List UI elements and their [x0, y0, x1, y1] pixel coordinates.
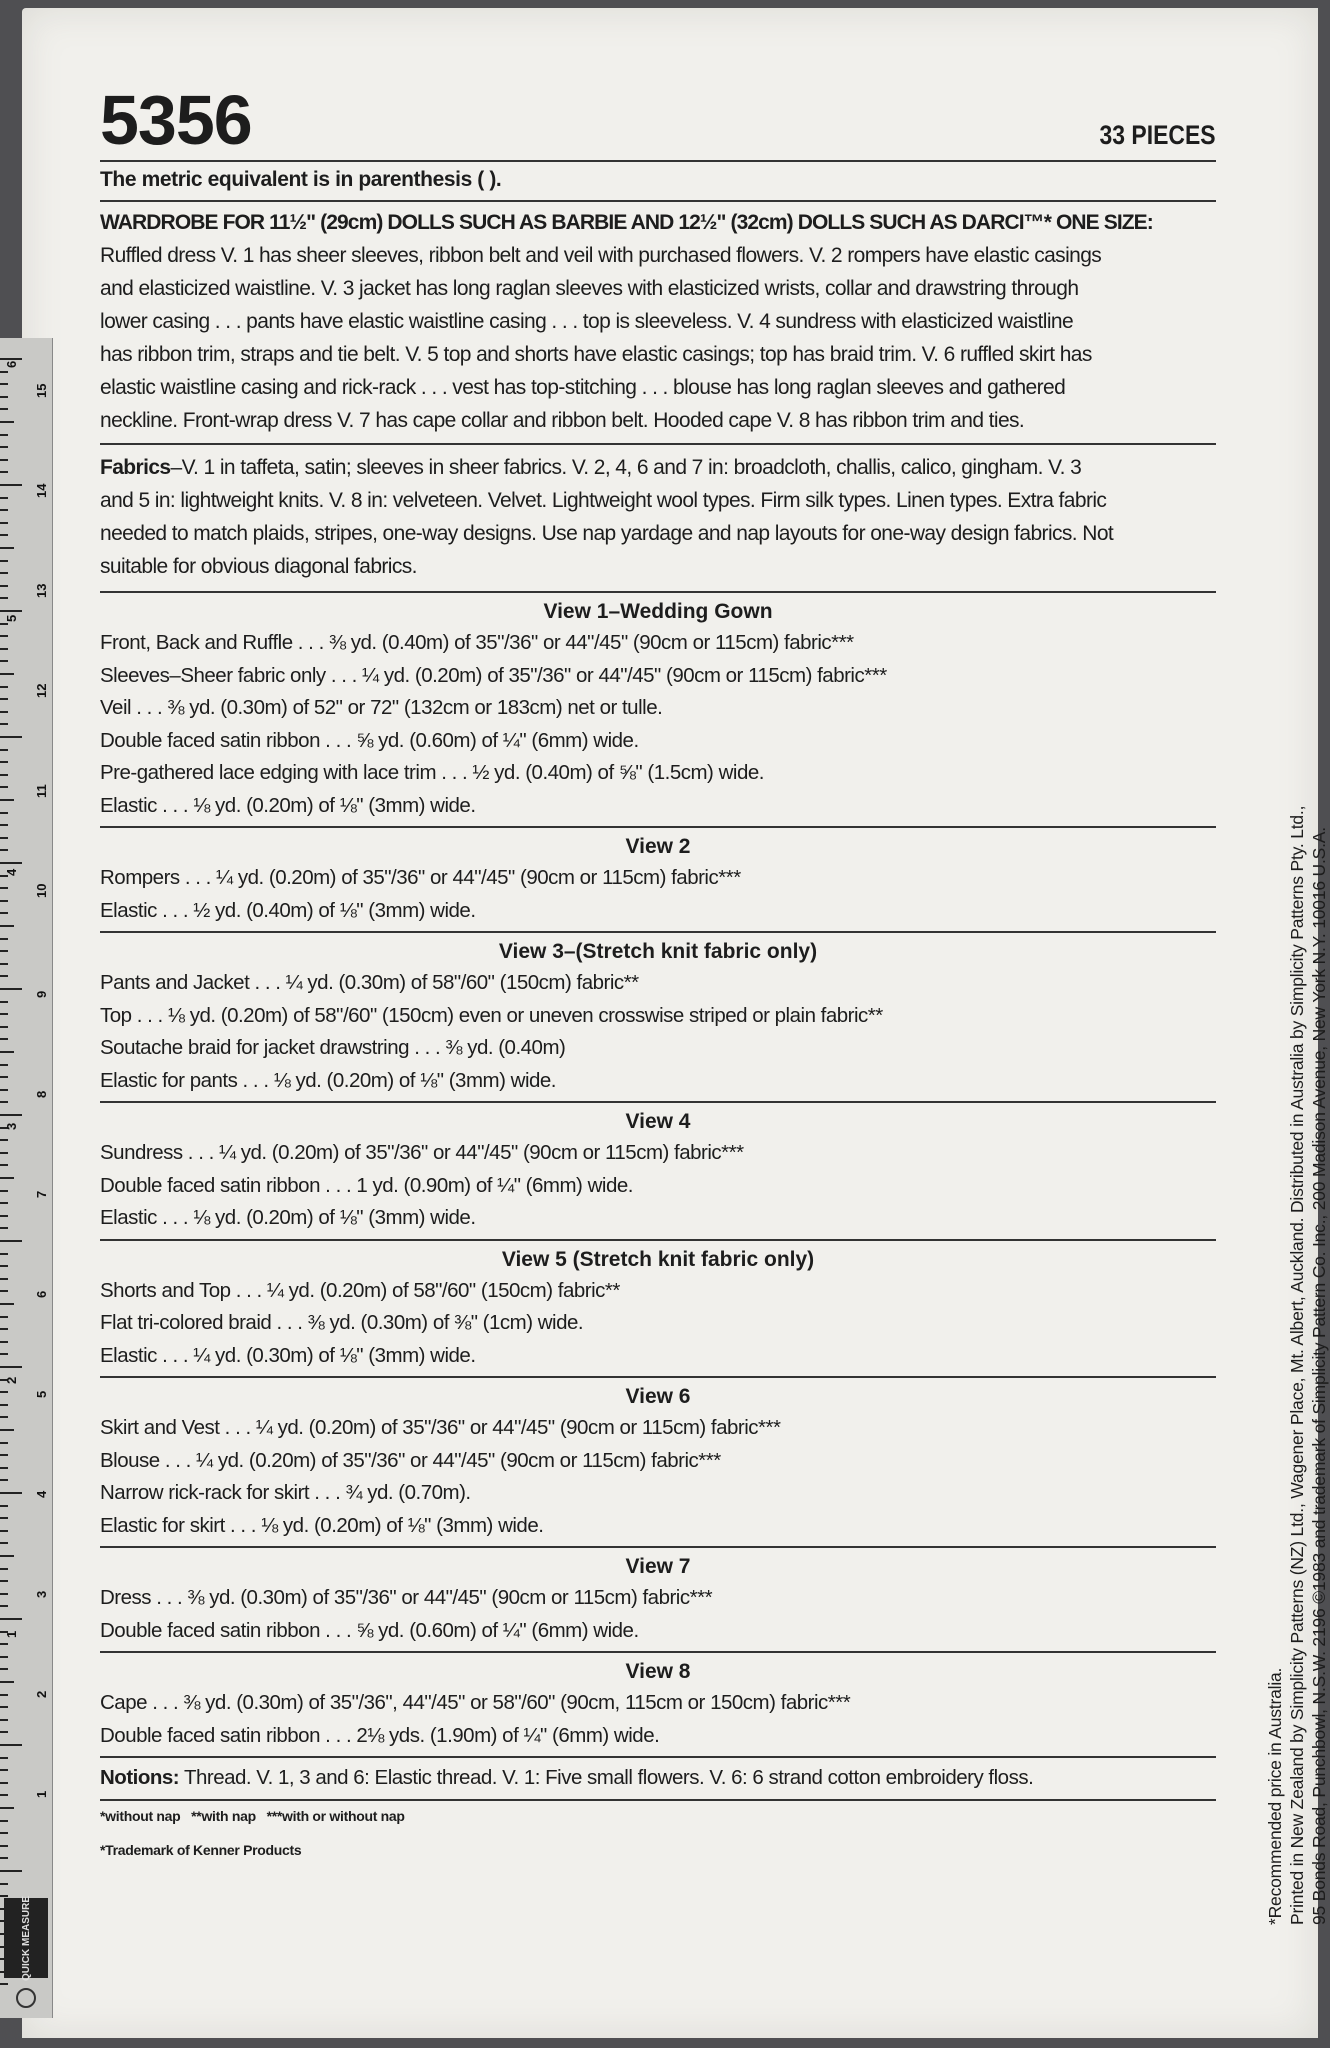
ruler-tick	[0, 1492, 22, 1494]
ruler-tick	[0, 1467, 8, 1469]
ruler-tick	[0, 1164, 8, 1166]
view-section	[100, 1657, 1216, 1758]
trademark-note: *Trademark of Kenner Products	[100, 1841, 302, 1858]
ruler-tick	[0, 434, 8, 436]
ruler-tick	[0, 1265, 8, 1267]
yardage-line: Sundress . . . ¼ yd. (0.20m) of 35"/36" or 44"/45" (90cm or 115cm) fabric***	[100, 1141, 744, 1164]
description-line: neckline. Front-wrap dress V. 7 has cape collar and ribbon belt. Hooded cape V. 8 has ribbon trim and ties.	[100, 409, 1025, 432]
divider	[100, 1239, 1216, 1241]
description-line: has ribbon trim, straps and tie belt. V. 5 top and shorts have elastic casings; top has braid trim. V. 6 ruffled skirt has	[100, 343, 1092, 366]
ruler-cm-label: 6	[34, 1290, 49, 1298]
ruler-tick	[0, 408, 8, 410]
ruler-tick	[0, 812, 8, 814]
description-line: Ruffled dress V. 1 has sheer sleeves, ribbon belt and veil with purchased flowers. V. 2 rompers have elastic casings	[100, 244, 1102, 267]
ruler-tick	[0, 1719, 8, 1721]
view-title: View 7	[625, 1555, 691, 1578]
fabrics-block	[100, 445, 1216, 583]
yardage-line: Double faced satin ribbon . . . 2⅛ yds. (1.90m) of ¼" (6mm) wide.	[100, 1723, 660, 1747]
ruler-tick	[0, 585, 8, 587]
envelope-content	[100, 80, 1216, 1861]
ruler-tick	[0, 1668, 8, 1670]
ruler-tick	[0, 1442, 8, 1444]
yardage-line: Blouse . . . ¼ yd. (0.20m) of 35"/36" or 44"/45" (90cm or 115cm) fabric***	[100, 1448, 721, 1472]
ruler-tick	[0, 660, 8, 662]
yardage-line: Sleeves–Sheer fabric only . . . ¼ yd. (0.20m) of 35"/36" or 44"/45" (90cm or 115cm) fabric***	[100, 663, 887, 687]
ruler-tick	[0, 497, 8, 499]
ruler-tick	[0, 1328, 8, 1330]
ruler-tick	[0, 396, 8, 398]
views-list	[100, 597, 1216, 1758]
ruler-cm-label: 13	[34, 583, 49, 598]
nap-key: *without nap **with nap ***with or without nap	[100, 1807, 405, 1824]
ruler-tick	[0, 1530, 8, 1532]
ruler-cm-label: 2	[34, 1690, 49, 1698]
yardage-line: Skirt and Vest . . . ¼ yd. (0.20m) of 35"/36" or 44"/45" (90cm or 115cm) fabric***	[100, 1416, 781, 1439]
ruler-tick	[0, 1290, 8, 1292]
ruler-tick	[0, 673, 14, 675]
ruler-tick	[0, 1479, 8, 1481]
ruler-cm-label: 15	[34, 383, 49, 398]
quick-measure-label: QUICK MEASURE	[4, 1898, 48, 1978]
fabrics-lines	[100, 451, 1216, 583]
ruler-tick	[0, 1593, 8, 1595]
ruler-tick	[0, 1794, 8, 1796]
fabrics-text: and 5 in: lightweight knits. V. 8 in: velveteen. Velvet. Lightweight wool types. Firm silk types. Linen types. Extra fabric	[100, 489, 1107, 512]
yardage-line: Top . . . ⅛ yd. (0.20m) of 58"/60" (150cm) even or uneven crosswise striped or plain fabric**	[100, 1003, 883, 1027]
ruler-tick	[0, 1656, 8, 1658]
ruler-inch-label: 2	[4, 1376, 19, 1384]
yardage-line: Shorts and Top . . . ¼ yd. (0.20m) of 58"/60" (150cm) fabric**	[100, 1278, 620, 1302]
credit-line: *Recommended price in Australia.	[1265, 1667, 1285, 1925]
ruler-tick	[0, 1731, 8, 1733]
ruler-tick	[0, 421, 14, 423]
ruler-tick	[0, 1971, 8, 1973]
description-line: lower casing . . . pants have elastic waistline casing . . . top is sleeveless. V. 4 sundress with elasticized waistline	[100, 310, 1074, 333]
ruler-tick	[0, 1505, 8, 1507]
ruler-tick	[0, 938, 8, 940]
ruler-tick	[0, 1845, 8, 1847]
ruler-tick	[0, 1114, 22, 1116]
ruler-tick	[0, 837, 8, 839]
ruler-inch-label: 1	[4, 1630, 19, 1638]
ruler-tick	[0, 799, 14, 801]
ruler-tick	[0, 1807, 14, 1809]
header	[100, 80, 1216, 160]
view-section	[100, 832, 1216, 933]
view-title: View 4	[625, 1110, 691, 1133]
ruler-tick	[0, 1908, 8, 1910]
ruler-cm-label: 4	[34, 1490, 49, 1498]
description-line: and elasticized waistline. V. 3 jacket has long raglan sleeves with elasticized wrists, collar and drawstring through	[100, 277, 1079, 300]
view-section	[100, 597, 1216, 828]
divider	[100, 931, 1216, 933]
fabrics-text: suitable for obvious diagonal fabrics.	[100, 555, 417, 578]
ruler-tick	[0, 1568, 8, 1570]
credit-line: 95 Bonds Road, Punchbowl, N.S.W. 2196 ©1983 and trademark of Simplicity Pattern Co. Inc., 200 Madison Avenue, New York N.Y. 10016 U.S.A.	[1309, 827, 1329, 1925]
yardage-line: Flat tri-colored braid . . . ⅜ yd. (0.30m) of ⅜" (1cm) wide.	[100, 1311, 584, 1334]
yardage-line: Elastic . . . ⅛ yd. (0.20m) of ⅛" (3mm) wide.	[100, 1206, 476, 1229]
yardage-line: Cape . . . ⅜ yd. (0.30m) of 35"/36", 44"/45" or 58"/60" (90cm, 115cm or 150cm) fabric***	[100, 1691, 851, 1714]
ruler-tick	[0, 749, 8, 751]
ruler-tick	[0, 1555, 14, 1557]
ruler-tick	[0, 1870, 22, 1872]
ruler-tick	[0, 1366, 22, 1368]
ruler-tick	[0, 1782, 8, 1784]
yardage-line: Double faced satin ribbon . . . 1 yd. (0.90m) of ¼" (6mm) wide.	[100, 1173, 633, 1197]
description-block	[100, 202, 1216, 437]
ruler-tick	[0, 1857, 8, 1859]
ruler-tick	[0, 1983, 8, 1985]
ruler-tick	[0, 1416, 8, 1418]
ruler-tick	[0, 925, 14, 927]
ruler-tick	[0, 774, 8, 776]
view-section	[100, 937, 1216, 1103]
ruler-tick	[0, 1517, 8, 1519]
ruler-tick	[0, 1353, 8, 1355]
fabrics-line	[100, 517, 1216, 550]
ruler-tick	[0, 1769, 8, 1771]
ruler-tick	[0, 610, 22, 612]
ruler-tick	[0, 1946, 8, 1948]
notions-line	[100, 1758, 1216, 1795]
ruler-inch-label: 3	[4, 1122, 19, 1130]
ruler-tick	[0, 383, 8, 385]
ruler-tick	[0, 900, 8, 902]
ruler-tick	[0, 484, 22, 486]
ruler-tick	[0, 623, 8, 625]
ruler-tick	[0, 1051, 14, 1053]
ruler-cm-label: 3	[34, 1590, 49, 1598]
metric-note: The metric equivalent is in parenthesis ( ).	[100, 168, 502, 191]
ruler-tick	[0, 635, 8, 637]
fabrics-line	[100, 451, 1216, 484]
ruler-tick	[0, 1038, 8, 1040]
ruler-tick	[0, 711, 8, 713]
ruler-tick	[0, 1202, 8, 1204]
ruler-tick	[0, 824, 8, 826]
ruler-tick	[0, 1681, 14, 1683]
ruler-tick	[0, 1744, 22, 1746]
ruler-tick	[0, 1253, 8, 1255]
ruler-tick	[0, 975, 8, 977]
divider	[100, 1651, 1216, 1653]
ruler-tick	[0, 522, 8, 524]
ruler-inch-label: 6	[4, 360, 19, 368]
ruler-tick	[0, 1618, 22, 1620]
view-title: View 5 (Stretch knit fabric only)	[501, 1247, 815, 1271]
ruler-cm-label: 5	[34, 1390, 49, 1398]
ruler-tick	[0, 963, 8, 965]
divider	[100, 1546, 1216, 1548]
printing-credits	[1264, 525, 1330, 1925]
yardage-line: Pre-gathered lace edging with lace trim . . . ½ yd. (0.40m) of ⅝" (1.5cm) wide.	[100, 761, 764, 784]
ruler-inch-label: 5	[4, 614, 19, 622]
ruler-tick	[0, 1920, 8, 1922]
yardage-line: Elastic for pants . . . ⅛ yd. (0.20m) of ⅛" (3mm) wide.	[100, 1068, 556, 1092]
ruler-tick	[0, 648, 8, 650]
ruler-tick	[0, 723, 8, 725]
divider	[100, 1101, 1216, 1103]
description-title: WARDROBE FOR 11½" (29cm) DOLLS SUCH AS BARBIE AND 12½" (32cm) DOLLS SUCH AS DARCI™* ONE SIZE:	[100, 211, 1153, 234]
yardage-line: Double faced satin ribbon . . . ⅝ yd. (0.60m) of ¼" (6mm) wide.	[100, 1618, 639, 1642]
notions-label: Notions:	[100, 1766, 180, 1789]
ruler-tick	[0, 1026, 8, 1028]
yardage-line: Elastic for skirt . . . ⅛ yd. (0.20m) of ⅛" (3mm) wide.	[100, 1513, 544, 1537]
ruler-cm-label: 11	[34, 784, 49, 798]
ruler-cm-label: 7	[34, 1190, 49, 1198]
notions-text: Thread. V. 1, 3 and 6: Elastic thread. V. 1: Five small flowers. V. 6: 6 strand cotton embroidery floss.	[179, 1766, 1034, 1789]
ruler-inch-label: 4	[4, 868, 19, 876]
view-section	[100, 1107, 1216, 1241]
ruler-cm-label: 1	[34, 1790, 49, 1798]
ruler-tick	[0, 1580, 8, 1582]
ruler-tick	[0, 1757, 8, 1759]
ruler-cm-label: 14	[34, 483, 49, 498]
divider	[100, 591, 1216, 593]
ruler-tick	[0, 1643, 8, 1645]
ruler-tick	[0, 1391, 8, 1393]
ruler-tick	[0, 1316, 8, 1318]
ruler-cm-label: 8	[34, 1090, 49, 1098]
ruler-tick	[0, 862, 22, 864]
ruler-tick	[0, 446, 8, 448]
ruler-tick	[0, 1895, 8, 1897]
ruler-tick	[0, 1820, 8, 1822]
ruler-tick	[0, 1152, 8, 1154]
ruler-tick	[0, 547, 14, 549]
yardage-line: Front, Back and Ruffle . . . ⅜ yd. (0.40m) of 35"/36" or 44"/45" (90cm or 115cm) fabric***	[100, 631, 854, 654]
ruler-tick	[0, 459, 8, 461]
ruler-tick	[0, 736, 22, 738]
ruler-tick	[0, 1013, 8, 1015]
ruler-tick	[0, 950, 8, 952]
ruler-tick	[0, 1605, 8, 1607]
ruler-tick	[0, 1215, 8, 1217]
ruler-tick	[0, 988, 22, 990]
ruler-tick	[0, 1064, 8, 1066]
ruler-tick	[0, 560, 8, 562]
ruler-tick	[0, 1278, 8, 1280]
view-title: View 6	[625, 1385, 691, 1408]
view-section	[100, 1245, 1216, 1379]
ruler-tick	[0, 1341, 8, 1343]
view-title: View 1–Wedding Gown	[543, 600, 773, 623]
ruler-tick	[0, 887, 8, 889]
yardage-line: Double faced satin ribbon . . . ⅝ yd. (0.60m) of ¼" (6mm) wide.	[100, 728, 639, 752]
ruler-tick	[0, 1190, 8, 1192]
ruler-tick	[0, 1240, 22, 1242]
yardage-line: Dress . . . ⅜ yd. (0.30m) of 35"/36" or 44"/45" (90cm or 115cm) fabric***	[100, 1586, 713, 1609]
divider	[100, 1376, 1216, 1378]
yardage-line: Narrow rick-rack for skirt . . . ¾ yd. (0.70m).	[100, 1481, 471, 1504]
view-title: View 3–(Stretch knit fabric only)	[498, 940, 818, 963]
fabrics-line	[100, 484, 1216, 517]
divider	[100, 826, 1216, 828]
ruler-tick	[0, 1076, 8, 1078]
ruler-tick	[0, 686, 8, 688]
ruler-tick	[0, 1139, 8, 1141]
ruler-tick	[0, 471, 8, 473]
pattern-number: 5356	[100, 81, 252, 159]
credit-line: Printed in New Zealand by Simplicity Patterns (NZ) Ltd., Wagener Place, Mt. Albert, Auckland. Distributed in Australia by Simplicity Patterns Pty. Ltd.,	[1287, 805, 1307, 1925]
description-line: elastic waistline casing and rick-rack . . . vest has top-stitching . . . blouse has long raglan sleeves and gathered	[100, 376, 1066, 399]
yardage-line: Soutache braid for jacket drawstring . . . ⅜ yd. (0.40m)	[100, 1036, 566, 1059]
yardage-line: Veil . . . ⅜ yd. (0.30m) of 52" or 72" (132cm or 183cm) net or tulle.	[100, 696, 663, 719]
ruler-cm-label: 9	[34, 990, 49, 998]
ruler-tick	[0, 1001, 8, 1003]
view-title: View 8	[625, 1660, 691, 1683]
view-section	[100, 1552, 1216, 1653]
ruler-tick	[0, 1177, 14, 1179]
fabrics-text: –V. 1 in taffeta, satin; sleeves in sheer fabrics. V. 2, 4, 6 and 7 in: broadcloth, challis, calico, gingham. V. 3	[170, 456, 1082, 479]
yardage-line: Rompers . . . ¼ yd. (0.20m) of 35"/36" or 44"/45" (90cm or 115cm) fabric***	[100, 866, 741, 889]
ruler-tick	[0, 1933, 14, 1935]
ruler-tick	[0, 1429, 14, 1431]
ruler-cm-label: 12	[34, 683, 49, 698]
ruler-tick	[0, 1101, 8, 1103]
measuring-ruler	[0, 338, 53, 2018]
fabrics-label: Fabrics	[100, 456, 171, 479]
view-section	[100, 1382, 1216, 1548]
ruler-tick	[0, 761, 8, 763]
yardage-line: Elastic . . . ¼ yd. (0.30m) of ⅛" (3mm) wide.	[100, 1343, 476, 1367]
ruler-tick	[0, 786, 8, 788]
piece-count: 33 PIECES	[1099, 120, 1216, 150]
ruler-tick	[0, 1404, 8, 1406]
ruler-hole-icon	[16, 1988, 36, 2008]
yardage-line: Elastic . . . ⅛ yd. (0.20m) of ⅛" (3mm) wide.	[100, 793, 476, 817]
ruler-tick	[0, 1883, 8, 1885]
ruler-tick	[0, 1454, 8, 1456]
ruler-tick	[0, 534, 8, 536]
ruler-tick	[0, 1958, 8, 1960]
ruler-tick	[0, 509, 8, 511]
ruler-tick	[0, 1706, 8, 1708]
fabrics-line	[100, 550, 1216, 583]
ruler-tick	[0, 1303, 14, 1305]
ruler-tick	[0, 358, 22, 360]
yardage-line: Elastic . . . ½ yd. (0.40m) of ⅛" (3mm) wide.	[100, 898, 476, 922]
ruler-tick	[0, 572, 8, 574]
fabrics-text: needed to match plaids, stripes, one-way designs. Use nap yardage and nap layouts for one-way design fabrics. Not	[100, 522, 1114, 545]
ruler-cm-label: 10	[34, 883, 49, 898]
yardage-line: Pants and Jacket . . . ¼ yd. (0.30m) of 58"/60" (150cm) fabric**	[100, 971, 639, 994]
ruler-tick	[0, 1227, 8, 1229]
ruler-tick	[0, 1089, 8, 1091]
ruler-tick	[0, 371, 8, 373]
ruler-tick	[0, 1832, 8, 1834]
ruler-tick	[0, 1542, 8, 1544]
ruler-tick	[0, 849, 8, 851]
view-title: View 2	[625, 835, 691, 858]
ruler-tick	[0, 597, 8, 599]
ruler-tick	[0, 698, 8, 700]
ruler-tick	[0, 912, 8, 914]
ruler-tick	[0, 1694, 8, 1696]
description-lines	[100, 239, 1216, 437]
